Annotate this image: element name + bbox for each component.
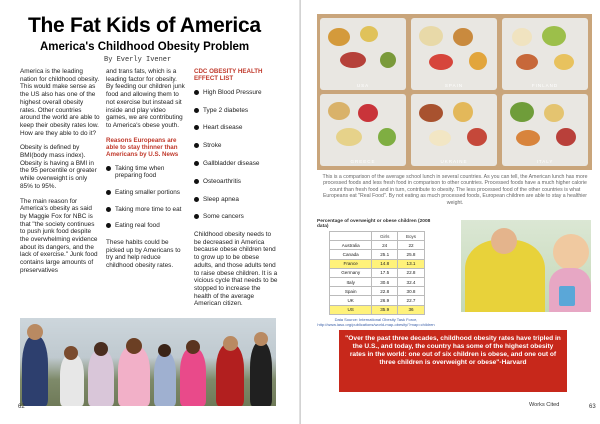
paragraph: America is the leading nation for childhood obesity. This would make sense as the US also has one of the highest overall obesity rates. Other countries around the world are able to keep their obesity rates low. How are they able to do it? <box>20 68 100 137</box>
table-cell-girls: 35.9 <box>372 305 398 314</box>
bullet-icon <box>106 223 111 228</box>
table-row <box>330 259 425 268</box>
list-item <box>106 222 186 230</box>
table-row <box>330 268 425 277</box>
table-cell-country: Australia <box>330 241 372 250</box>
food-item <box>467 128 487 146</box>
table-row <box>330 287 425 296</box>
food-item <box>556 128 576 146</box>
table-cell-girls: 14.8 <box>372 259 398 268</box>
obesity-table <box>329 231 425 315</box>
paragraph: Obesity is defined by BMI(body mass index). Obesity is having a BMI in the 95 percentile or greater while overweight is only 85% to 95%. <box>20 144 97 190</box>
section-heading: Reasons Europeans are able to stay thinner than Americans by U.S. News <box>106 136 179 159</box>
food-item <box>378 128 396 146</box>
list-item <box>194 124 278 132</box>
works-cited-link[interactable]: Works Cited <box>529 402 560 408</box>
table-cell-girls: 30.6 <box>372 277 398 286</box>
list-item-text: Type 2 diabetes <box>203 106 249 114</box>
figure-head <box>27 324 43 340</box>
food-item <box>328 102 350 120</box>
health-effects-list <box>194 89 278 221</box>
lunch-tray <box>320 18 406 90</box>
table-row <box>330 250 425 259</box>
food-item <box>419 104 443 122</box>
food-item <box>510 102 534 122</box>
lunch-tray <box>502 94 588 166</box>
table-cell-boys: 22 <box>398 241 425 250</box>
list-item <box>194 107 278 115</box>
food-item <box>336 128 362 146</box>
paragraph: The main reason for America's obesity as said by Maggie Fox for NBC is that "the society continues to push junk food despite the overwhelming evidence about its dangers, and the lack of exercise." Junk food contains large amounts of preservatives <box>20 197 98 274</box>
figure-head <box>158 344 171 357</box>
figure-head <box>126 338 142 354</box>
figure-head <box>186 340 200 354</box>
food-item <box>340 52 366 68</box>
food-item <box>453 102 473 122</box>
figure-head <box>223 336 238 351</box>
obesity-table-block <box>317 219 437 327</box>
table-body <box>330 241 425 315</box>
paragraph: These habits could be picked up by Americans to try and help reduce childhood obesity rates. <box>106 238 181 269</box>
figure-head <box>94 342 108 356</box>
list-item <box>194 178 278 186</box>
list-item-text: Stroke <box>203 142 222 150</box>
lunch-tray <box>411 94 497 166</box>
list-item-text: Sleep apnea <box>203 195 239 203</box>
list-item <box>106 189 186 197</box>
figure <box>154 352 176 406</box>
figure <box>60 354 84 406</box>
list-item-text: Taking more time to eat <box>115 205 182 213</box>
table-cell-girls: 25.1 <box>372 250 398 259</box>
photo-caption: This is a comparison of the average school lunch in several countries. As you can tell, the American lunch has more processed foods and less fresh food in comparison to other countries. Processed foods have a much higher calorie count than fresh food and in turn, contribute to obesity. The less processed food of the other countries is what Europeans eat "Real Food". By not eating as much processed foods, European children are able to stay a healthier weight. <box>322 174 588 206</box>
table-cell-country: Canada <box>330 250 372 259</box>
table-cell-girls: 17.5 <box>372 268 398 277</box>
food-item <box>542 26 566 46</box>
tray-label: ITALY <box>536 159 554 164</box>
page-number: 62 <box>18 404 25 410</box>
figure <box>250 342 272 406</box>
tray-label: FINLAND <box>531 83 559 88</box>
habits-list <box>106 165 186 230</box>
quote-text: "Over the past three decades, childhood obesity rates have tripled in the U.S., and today, the country has some of the highest obesity rates in the world: one out of six children is obese, and one out of three children is overweight or obese"-Harvard <box>345 335 561 366</box>
lunch-tray <box>502 18 588 90</box>
article-subtitle: America's Childhood Obesity Problem <box>40 41 250 53</box>
children-eating-photo <box>461 220 591 312</box>
paragraph: Childhood obesity needs to be decreased in America because obese children tend to grow up to be obese adults, and those adults tend to raise obese children. It is a vicious cycle that needs to be stopped to increase the health of the average American citizen. <box>194 231 278 308</box>
author-byline: By Everly Ivener <box>104 56 172 64</box>
table-cell-country: Germany <box>330 268 372 277</box>
list-item <box>106 206 186 214</box>
school-lunch-photo <box>317 14 592 170</box>
right-page <box>301 0 600 424</box>
table-cell-boys: 22.8 <box>398 268 425 277</box>
food-item <box>516 130 540 146</box>
table-cell-country: France <box>330 259 372 268</box>
list-item-text: Eating smaller portions <box>115 189 181 197</box>
list-item-text: Osteoarthritis <box>203 177 242 185</box>
food-item <box>512 28 532 46</box>
list-item-text: High Blood Pressure <box>203 88 262 96</box>
table-cell-country: Spain <box>330 287 372 296</box>
bullet-icon <box>194 197 199 202</box>
food-item <box>328 28 350 46</box>
food-item <box>380 52 396 68</box>
list-item <box>194 213 278 221</box>
lunch-tray <box>411 18 497 90</box>
table-row <box>330 241 425 250</box>
figure <box>22 336 48 406</box>
cup <box>559 286 575 306</box>
bullet-icon <box>106 166 111 171</box>
column-2 <box>106 68 186 277</box>
food-item <box>516 54 538 70</box>
table-cell-girls: 26.9 <box>372 296 398 305</box>
tray-label: UKRAINE <box>440 159 468 164</box>
table-title: Percentage of overweight or obese children (2008 data) <box>317 219 431 229</box>
bullet-icon <box>106 190 111 195</box>
bullet-icon <box>194 125 199 130</box>
list-item-text: Gallbladder disease <box>203 159 260 167</box>
table-cell-girls: 22.8 <box>372 287 398 296</box>
food-item <box>429 54 453 70</box>
list-item <box>194 89 278 97</box>
figure <box>88 350 114 406</box>
page-number: 63 <box>589 404 596 410</box>
article-title: The Fat Kids of America <box>28 14 261 37</box>
list-item-text: Heart disease <box>203 124 243 132</box>
bullet-icon <box>194 108 199 113</box>
column-header <box>330 232 372 241</box>
figure <box>118 346 150 406</box>
column-header: Girls <box>372 232 398 241</box>
food-item <box>358 104 378 122</box>
paragraph: and trans fats, which is a leading factor for obesity. By feeding our children junk food and allowing them to not exercise but instead sit inside and play video games, we are contributing to America's obese youth. <box>106 68 185 129</box>
list-item-text: Eating real food <box>115 222 160 230</box>
table-cell-boys: 36 <box>398 305 425 314</box>
table-cell-country: Italy <box>330 277 372 286</box>
table-cell-country: UK <box>330 296 372 305</box>
tray-label: USA <box>356 83 370 88</box>
table-header-row <box>330 232 425 241</box>
bullet-icon <box>194 161 199 166</box>
list-item <box>194 196 278 204</box>
table-cell-country: US <box>330 305 372 314</box>
list-item-text: Taking time when preparing food <box>115 164 165 180</box>
table-cell-boys: 30.8 <box>398 287 425 296</box>
table-cell-boys: 13.1 <box>398 259 425 268</box>
list-item-text: Some cancers <box>203 213 244 221</box>
table-cell-boys: 25.8 <box>398 250 425 259</box>
bullet-icon <box>194 179 199 184</box>
food-item <box>544 104 564 122</box>
section-heading: CDC OBESITY HEALTH EFFECT LIST <box>194 68 263 83</box>
lunch-tray <box>320 94 406 166</box>
food-item <box>419 26 443 46</box>
figure-head <box>553 234 589 270</box>
table-row <box>330 277 425 286</box>
bullet-icon <box>106 207 111 212</box>
bullet-icon <box>194 214 199 219</box>
food-item <box>429 130 451 146</box>
figure <box>216 344 244 406</box>
list-item <box>106 165 186 180</box>
harvard-quote-box <box>339 330 567 392</box>
food-item <box>453 28 473 46</box>
list-item <box>194 160 278 168</box>
table-row <box>330 305 425 314</box>
column-3 <box>194 68 278 315</box>
tray-label: GREECE <box>350 159 376 164</box>
figure-head <box>491 228 517 254</box>
figure-head <box>64 346 78 360</box>
list-item <box>194 142 278 150</box>
table-source: Data Source: International Obesity Task Force, http://www.iaso.org/publications/world-map-obesity/?map=children <box>317 316 435 327</box>
figure-head <box>254 332 268 346</box>
table-cell-girls: 24 <box>372 241 398 250</box>
bullet-icon <box>194 143 199 148</box>
table-cell-boys: 22.7 <box>398 296 425 305</box>
figure <box>180 348 206 406</box>
column-header: Boys <box>398 232 425 241</box>
food-item <box>469 52 487 70</box>
table-row <box>330 296 425 305</box>
food-item <box>554 54 574 70</box>
table-cell-boys: 32.4 <box>398 277 425 286</box>
bullet-icon <box>194 90 199 95</box>
children-photo <box>20 318 276 406</box>
tray-label: SPAIN <box>444 83 464 88</box>
food-item <box>360 26 378 42</box>
column-1 <box>20 68 100 282</box>
